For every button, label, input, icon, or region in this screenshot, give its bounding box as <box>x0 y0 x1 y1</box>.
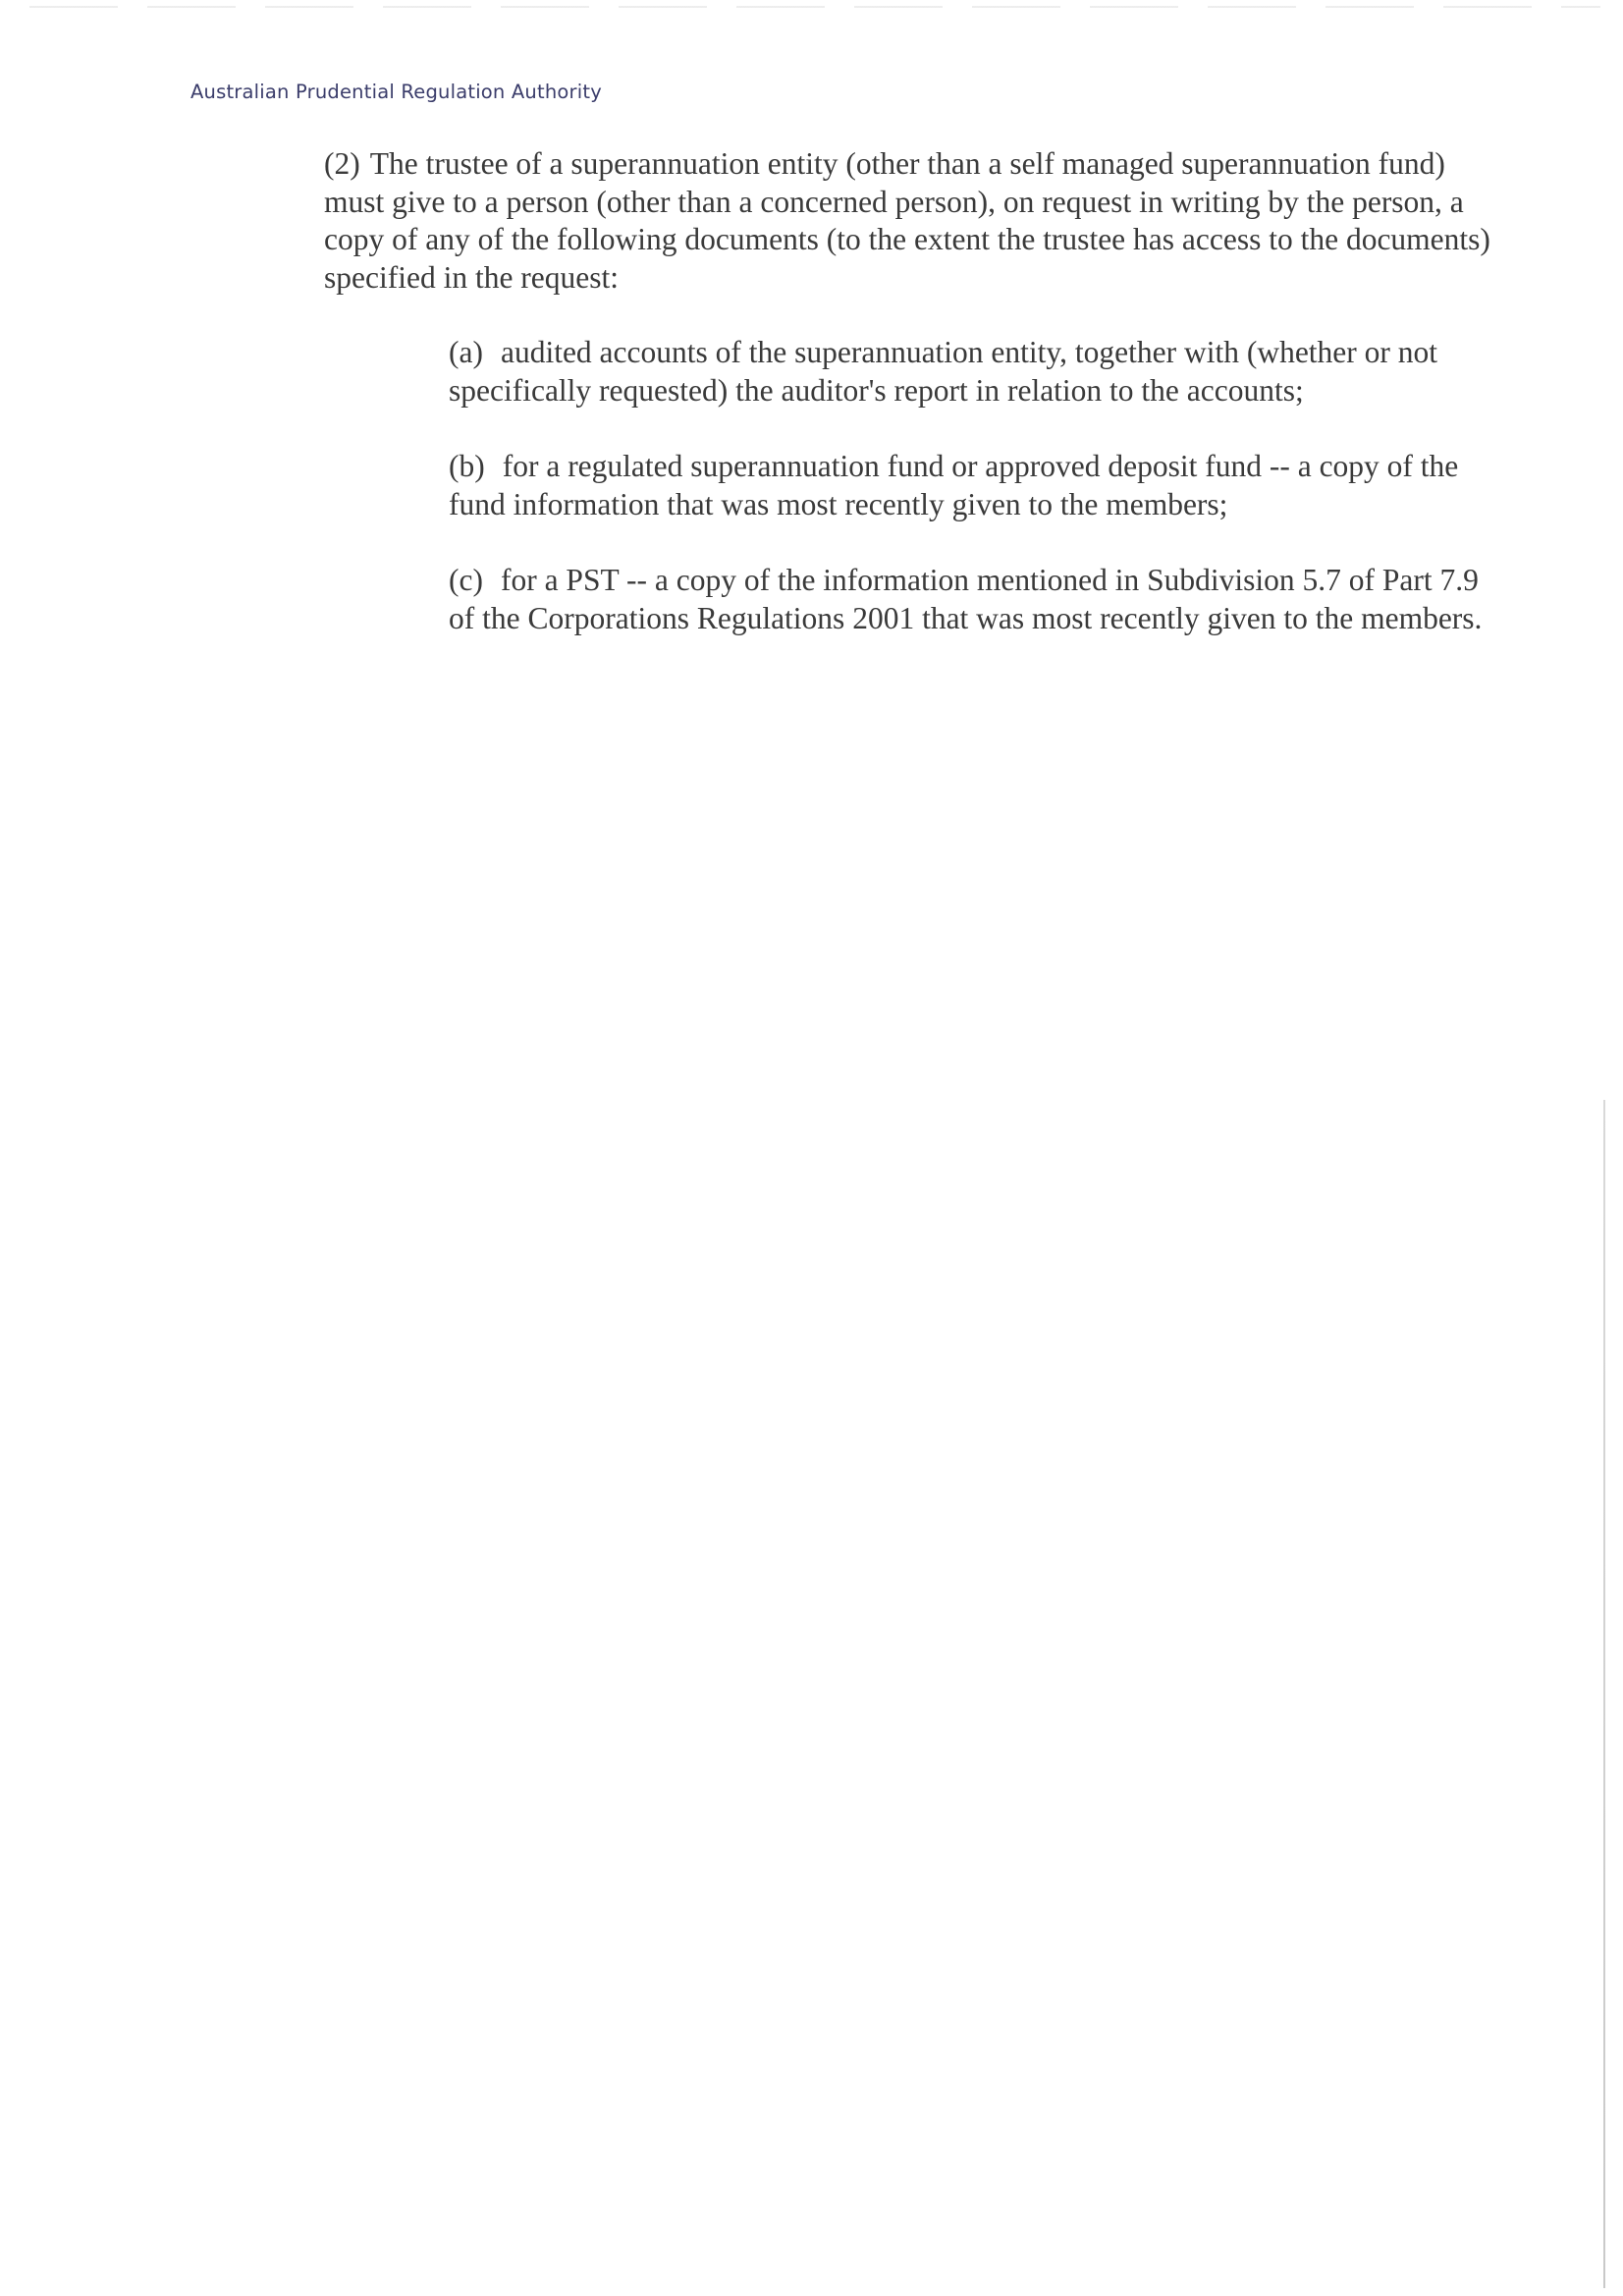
paragraph-2-text: The trustee of a superannuation entity (other than a self managed superannuation fund) must give to a person (other than a concerned person), on request in writing by the person, a copy of any of the following documents (to the extent the trustee has access to the documents) specified in the request: <box>324 146 1490 295</box>
list-item-c-label: (c) <box>449 563 483 597</box>
list-item-a-label: (a) <box>449 335 483 369</box>
list-item-b <box>449 448 1499 523</box>
organisation-header: Australian Prudential Regulation Authority <box>190 81 602 103</box>
list-item-b-text: for a regulated superannuation fund or approved deposit fund -- a copy of the fund information that was most recently given to the members; <box>449 449 1459 521</box>
scan-artifact-right <box>1603 1100 1605 2288</box>
list-item-c-text: for a PST -- a copy of the information mentioned in Subdivision 5.7 of Part 7.9 of the Corporations Regulations 2001 that was most recently given to the members. <box>449 563 1483 635</box>
paragraph-2-label: (2) <box>324 146 360 181</box>
list-item-a <box>449 334 1499 410</box>
list-item-c <box>449 562 1499 637</box>
list-item-a-text: audited accounts of the superannuation entity, together with (whether or not specifically requested) the auditor's report in relation to the accounts; <box>449 335 1438 408</box>
list-item-b-label: (b) <box>449 449 485 483</box>
paragraph-2 <box>324 145 1502 297</box>
scan-artifact-top <box>29 6 1600 8</box>
